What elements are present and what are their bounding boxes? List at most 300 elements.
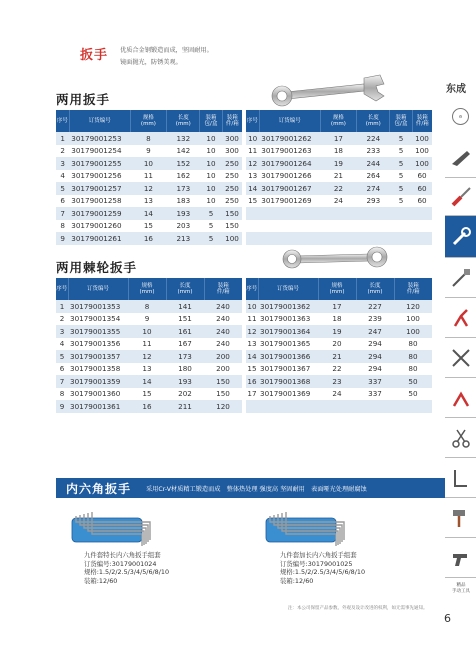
table-cell (246, 207, 259, 220)
table-cell: 5 (390, 170, 412, 183)
table-cell: 30179001264 (259, 157, 320, 170)
table-cell: 30179001367 (258, 363, 318, 376)
table-cell: 10 (200, 182, 222, 195)
table-cell: 30179001360 (68, 388, 128, 401)
glue-gun-icon (449, 546, 473, 570)
table-cell: 15 (247, 364, 257, 374)
table-row (246, 300, 432, 313)
column-header: 序号 (246, 278, 258, 300)
column-header: 序号 (246, 110, 259, 132)
table-row (56, 232, 242, 245)
combination-wrench-image (268, 70, 388, 110)
table-cell (412, 207, 432, 220)
table-cell: 5 (390, 157, 412, 170)
table-cell: 239 (356, 313, 394, 326)
column-header: 装箱 包/盒 (200, 110, 222, 132)
table-cell: 16 (128, 400, 166, 413)
brand-logo: 东成 (446, 84, 466, 95)
table-row (246, 220, 432, 233)
rail-tab-hammers[interactable] (445, 498, 476, 538)
table-cell: 14 (247, 351, 257, 361)
table-cell: 30179001359 (68, 375, 128, 388)
table-cell (412, 232, 432, 245)
table-cell: 8 (56, 220, 69, 233)
table-row (56, 300, 242, 313)
table-cell: 294 (356, 338, 394, 351)
table-row (56, 350, 242, 363)
ratchet-wrench-table-left (56, 278, 242, 413)
rail-tab-wrenches[interactable] (445, 216, 476, 258)
product-name: 九件套加长内六角扳手组套 (280, 551, 357, 559)
table-cell: 244 (357, 157, 390, 170)
table-cell: 5 (390, 195, 412, 208)
table-cell: 13 (128, 363, 166, 376)
table-cell: 30179001253 (69, 132, 130, 145)
table-cell: 9 (56, 232, 69, 245)
table-row (56, 388, 242, 401)
section-title-hex-key: 内六角扳手 (66, 482, 132, 496)
table-cell: 142 (167, 145, 200, 158)
table-cell: 50 (394, 375, 432, 388)
table-cell: 19 (320, 157, 357, 170)
table-cell: 20 (318, 338, 356, 351)
table-row (246, 145, 432, 158)
table-cell: 13 (246, 170, 259, 183)
table-cell: 5 (390, 182, 412, 195)
table-cell: 167 (166, 338, 204, 351)
column-header: 装箱 件/箱 (412, 110, 432, 132)
table-cell: 150 (222, 220, 242, 233)
crimper-icon (449, 386, 473, 410)
column-header: 装箱 件/箱 (394, 278, 432, 300)
table-cell: 30179001369 (258, 388, 318, 401)
table-row (246, 350, 432, 363)
table-row (56, 195, 242, 208)
table-row (56, 132, 242, 145)
column-header: 订货编号 (258, 278, 318, 300)
table-row (56, 400, 242, 413)
table-cell: 200 (204, 350, 242, 363)
table-cell: 294 (356, 350, 394, 363)
table-cell: 202 (166, 388, 204, 401)
table-cell: 2 (56, 313, 68, 326)
table-cell: 224 (357, 132, 390, 145)
column-header: 规格 (mm) (128, 278, 166, 300)
table-cell: 3 (56, 325, 68, 338)
table-cell: 30179001266 (259, 170, 320, 183)
table-cell: 21 (320, 170, 357, 183)
table-cell: 12 (246, 157, 259, 170)
page-number: 6 (444, 612, 451, 625)
column-header: 订货编号 (68, 278, 128, 300)
column-header: 长度 (mm) (357, 110, 390, 132)
hex-key-set-image-1 (68, 508, 164, 550)
table-cell: 5 (200, 207, 222, 220)
product-code: 订货编号:30179001024 (84, 559, 157, 568)
table-cell: 1 (56, 300, 68, 313)
rail-tab-pliers[interactable] (445, 298, 476, 338)
table-cell: 5 (56, 350, 68, 363)
hex-key-banner (56, 478, 446, 498)
table-cell: 15 (130, 220, 167, 233)
table-cell: 80 (394, 363, 432, 376)
table-cell: 100 (394, 325, 432, 338)
table-cell: 100 (394, 313, 432, 326)
socket-tool-icon (449, 266, 473, 290)
table-cell: 30179001269 (259, 195, 320, 208)
table-cell: 17 (318, 300, 356, 313)
table-cell: 150 (204, 388, 242, 401)
table-cell: 193 (167, 207, 200, 220)
column-header: 订货编号 (259, 110, 320, 132)
table-row (246, 207, 432, 220)
table-cell: 151 (166, 313, 204, 326)
table-cell: 4 (56, 170, 69, 183)
table-cell: 30179001267 (259, 182, 320, 195)
table-cell: 183 (167, 195, 200, 208)
ratchet-wrench-table-right (246, 278, 432, 413)
description-line-1: 优质合金钢锻造而成，坚固耐用。 (120, 47, 213, 54)
clamp-icon (449, 466, 473, 490)
table-cell (246, 232, 259, 245)
table-cell: 30179001259 (69, 207, 130, 220)
table-cell: 9 (128, 313, 166, 326)
table-cell: 13 (130, 195, 167, 208)
hex-key-description: 采用Cr-V材质精工锻造而成 整体热处理 强度高 坚固耐用 表面哑光处理耐腐蚀 (146, 486, 367, 493)
table-cell (394, 400, 432, 413)
table-cell: 30179001257 (69, 182, 130, 195)
table-cell: 337 (356, 388, 394, 401)
table-cell: 80 (394, 338, 432, 351)
table-cell: 250 (222, 195, 242, 208)
table-row (246, 400, 432, 413)
product-spec: 规格:1.5/2/2.5/3/4/5/6/8/10 (280, 568, 366, 576)
table-cell: 18 (320, 145, 357, 158)
table-cell: 250 (222, 157, 242, 170)
table-cell: 10 (200, 132, 222, 145)
table-cell: 120 (204, 400, 242, 413)
product-pack: 装箱:12/60 (84, 576, 118, 585)
table-cell: 30179001357 (68, 350, 128, 363)
table-cell: 161 (166, 325, 204, 338)
table-row (246, 132, 432, 145)
table-cell: 264 (357, 170, 390, 183)
column-header: 序号 (56, 278, 68, 300)
table-cell: 11 (247, 314, 257, 324)
table-row (56, 207, 242, 220)
table-row (56, 313, 242, 326)
table-cell: 300 (222, 145, 242, 158)
table-cell: 203 (167, 220, 200, 233)
column-header: 装箱 件/箱 (204, 278, 242, 300)
column-header: 装箱 件/箱 (222, 110, 242, 132)
column-header: 装箱 包/盒 (390, 110, 412, 132)
rail-tab-socket[interactable] (445, 258, 476, 298)
combination-wrench-table-left (56, 110, 242, 245)
table-cell: 240 (204, 325, 242, 338)
hex-key-product-1 (84, 551, 169, 585)
table-cell: 250 (222, 182, 242, 195)
table-cell: 6 (56, 195, 69, 208)
table-cell: 6 (56, 363, 68, 376)
table-row (246, 325, 432, 338)
table-cell: 294 (356, 363, 394, 376)
table-cell: 100 (412, 157, 432, 170)
table-cell: 80 (394, 350, 432, 363)
table-cell: 10 (128, 325, 166, 338)
table-cell: 12 (247, 326, 257, 336)
table-row (246, 375, 432, 388)
table-cell: 5 (56, 182, 69, 195)
table-cell: 60 (412, 170, 432, 183)
table-row (56, 363, 242, 376)
table-cell: 30179001256 (69, 170, 130, 183)
column-header: 长度 (mm) (356, 278, 394, 300)
table-row (56, 338, 242, 351)
column-header: 长度 (mm) (166, 278, 204, 300)
table-cell: 120 (394, 300, 432, 313)
page-description (120, 45, 330, 69)
rail-tab-cutters[interactable] (445, 338, 476, 378)
table-cell: 16 (247, 376, 257, 386)
table-cell: 30179001353 (68, 300, 128, 313)
table-row (56, 145, 242, 158)
table-cell: 5 (200, 232, 222, 245)
table-row (56, 182, 242, 195)
column-header: 规格 (mm) (130, 110, 167, 132)
table-cell: 250 (222, 170, 242, 183)
table-cell: 14 (246, 182, 259, 195)
table-cell: 15 (128, 388, 166, 401)
table-cell: 30179001258 (69, 195, 130, 208)
table-cell (320, 232, 357, 245)
table-cell (258, 400, 318, 413)
table-row (56, 375, 242, 388)
table-cell (259, 232, 320, 245)
page-heading: 扳手 (80, 48, 109, 63)
table-row (56, 170, 242, 183)
table-cell: 337 (356, 375, 394, 388)
table-cell (390, 220, 412, 233)
table-cell: 17 (247, 389, 257, 399)
table-cell: 60 (412, 195, 432, 208)
table-cell (356, 400, 394, 413)
table-row (246, 313, 432, 326)
table-cell: 7 (56, 375, 68, 388)
table-cell: 8 (130, 132, 167, 145)
table-cell: 100 (222, 232, 242, 245)
table-cell: 30179001358 (68, 363, 128, 376)
table-cell: 233 (357, 145, 390, 158)
table-cell: 24 (320, 195, 357, 208)
table-cell: 30179001368 (258, 375, 318, 388)
table-cell: 213 (167, 232, 200, 245)
table-cell: 11 (130, 170, 167, 183)
table-cell: 13 (247, 339, 257, 349)
utility-knife-icon (449, 146, 473, 170)
table-cell: 200 (204, 363, 242, 376)
table-cell: 60 (412, 182, 432, 195)
table-cell (246, 220, 259, 233)
table-cell: 211 (166, 400, 204, 413)
table-cell: 150 (222, 207, 242, 220)
table-row (246, 388, 432, 401)
table-cell: 18 (318, 313, 356, 326)
table-cell: 5 (200, 220, 222, 233)
table-cell: 5 (390, 132, 412, 145)
table-cell (259, 207, 320, 220)
table-cell: 240 (204, 313, 242, 326)
table-cell: 152 (167, 157, 200, 170)
table-cell: 240 (204, 338, 242, 351)
table-cell: 23 (318, 375, 356, 388)
table-cell: 162 (167, 170, 200, 183)
table-cell: 10 (200, 195, 222, 208)
table-cell (390, 207, 412, 220)
table-cell (357, 207, 390, 220)
table-cell: 10 (246, 132, 259, 145)
description-line-2: 镜面抛光，防锈美观。 (120, 59, 182, 66)
table-cell: 19 (318, 325, 356, 338)
column-header: 订货编号 (69, 110, 130, 132)
hex-key-product-2 (280, 551, 365, 585)
table-cell: 11 (128, 338, 166, 351)
table-row (56, 157, 242, 170)
table-cell: 30179001363 (258, 313, 318, 326)
table-cell: 30179001261 (69, 232, 130, 245)
table-row (246, 195, 432, 208)
table-cell: 100 (412, 132, 432, 145)
table-cell: 10 (200, 145, 222, 158)
rail-category-label: 精品 手动工具 (452, 583, 470, 594)
section-title-combination-wrench: 两用扳手 (56, 92, 111, 107)
table-cell: 30179001260 (69, 220, 130, 233)
table-row (246, 157, 432, 170)
screwdriver-icon (449, 185, 473, 209)
footnote: 注：本公司保留产品参数、外观及设计改进的权利，如无需事先通知。 (288, 606, 428, 611)
table-cell: 14 (128, 375, 166, 388)
table-cell: 30179001362 (258, 300, 318, 313)
table-cell: 8 (128, 300, 166, 313)
table-cell (357, 232, 390, 245)
table-cell: 227 (356, 300, 394, 313)
table-cell: 30179001254 (69, 145, 130, 158)
table-cell: 180 (166, 363, 204, 376)
table-cell: 173 (167, 182, 200, 195)
table-cell: 150 (204, 375, 242, 388)
product-pack: 装箱:12/60 (280, 576, 314, 585)
table-cell: 30179001262 (259, 132, 320, 145)
table-cell (259, 220, 320, 233)
table-cell: 30179001364 (258, 325, 318, 338)
table-cell: 300 (222, 132, 242, 145)
column-header: 序号 (56, 110, 69, 132)
table-cell: 22 (318, 363, 356, 376)
table-cell: 193 (166, 375, 204, 388)
table-cell (320, 207, 357, 220)
table-cell: 12 (128, 350, 166, 363)
rail-tab-power-tools[interactable] (445, 538, 476, 578)
table-cell: 2 (56, 145, 69, 158)
table-cell: 21 (318, 350, 356, 363)
table-cell: 17 (320, 132, 357, 145)
product-spec: 规格:1.5/2/2.5/3/4/5/6/8/10 (84, 568, 170, 576)
column-header: 长度 (mm) (167, 110, 200, 132)
table-cell: 5 (390, 145, 412, 158)
table-row (246, 170, 432, 183)
table-cell: 30179001354 (68, 313, 128, 326)
rail-tab-scissors[interactable] (445, 418, 476, 458)
brand-badge-icon: ⚙ (452, 108, 469, 125)
wrench-icon (449, 225, 473, 249)
table-cell: 10 (200, 170, 222, 183)
product-name: 九件套特长内六角扳手组套 (84, 551, 161, 559)
table-cell: 10 (200, 157, 222, 170)
table-row (56, 325, 242, 338)
rail-tab-screwdrivers[interactable] (445, 178, 476, 216)
table-cell (412, 220, 432, 233)
table-cell: 30179001356 (68, 338, 128, 351)
table-cell: 11 (246, 145, 259, 158)
table-cell: 100 (412, 145, 432, 158)
table-cell: 24 (318, 388, 356, 401)
product-code: 订货编号:30179001025 (280, 559, 353, 568)
table-cell: 12 (130, 182, 167, 195)
table-cell (318, 400, 356, 413)
table-cell (357, 220, 390, 233)
table-row (246, 182, 432, 195)
combination-wrench-table-right (246, 110, 432, 245)
table-cell: 141 (166, 300, 204, 313)
table-row (246, 363, 432, 376)
rail-tab-clamps[interactable] (445, 458, 476, 498)
table-cell (246, 400, 258, 413)
table-cell: 30179001263 (259, 145, 320, 158)
table-cell: 240 (204, 300, 242, 313)
scissors-icon (449, 426, 473, 450)
table-cell: 16 (130, 232, 167, 245)
table-cell: 15 (246, 195, 259, 208)
table-cell (390, 232, 412, 245)
table-cell: 132 (167, 132, 200, 145)
table-cell: 30179001255 (69, 157, 130, 170)
table-cell: 14 (130, 207, 167, 220)
table-cell: 247 (356, 325, 394, 338)
column-header: 规格 (mm) (320, 110, 357, 132)
table-cell: 30179001365 (258, 338, 318, 351)
table-cell: 10 (130, 157, 167, 170)
table-cell: 9 (56, 400, 68, 413)
table-row (56, 220, 242, 233)
table-cell: 30179001355 (68, 325, 128, 338)
table-cell: 30179001361 (68, 400, 128, 413)
table-cell: 173 (166, 350, 204, 363)
section-title-ratchet-wrench: 两用棘轮扳手 (56, 260, 138, 275)
rail-tab-knives[interactable] (445, 138, 476, 178)
table-cell (320, 220, 357, 233)
hex-key-set-image-2 (262, 508, 358, 550)
table-cell: 10 (247, 301, 257, 311)
table-cell: 4 (56, 338, 68, 351)
ratchet-wrench-image (280, 244, 390, 272)
table-cell: 293 (357, 195, 390, 208)
table-cell: 22 (320, 182, 357, 195)
table-row (246, 232, 432, 245)
table-cell: 8 (56, 388, 68, 401)
rail-tab-crimpers[interactable] (445, 378, 476, 418)
table-cell: 30179001366 (258, 350, 318, 363)
table-row (246, 338, 432, 351)
